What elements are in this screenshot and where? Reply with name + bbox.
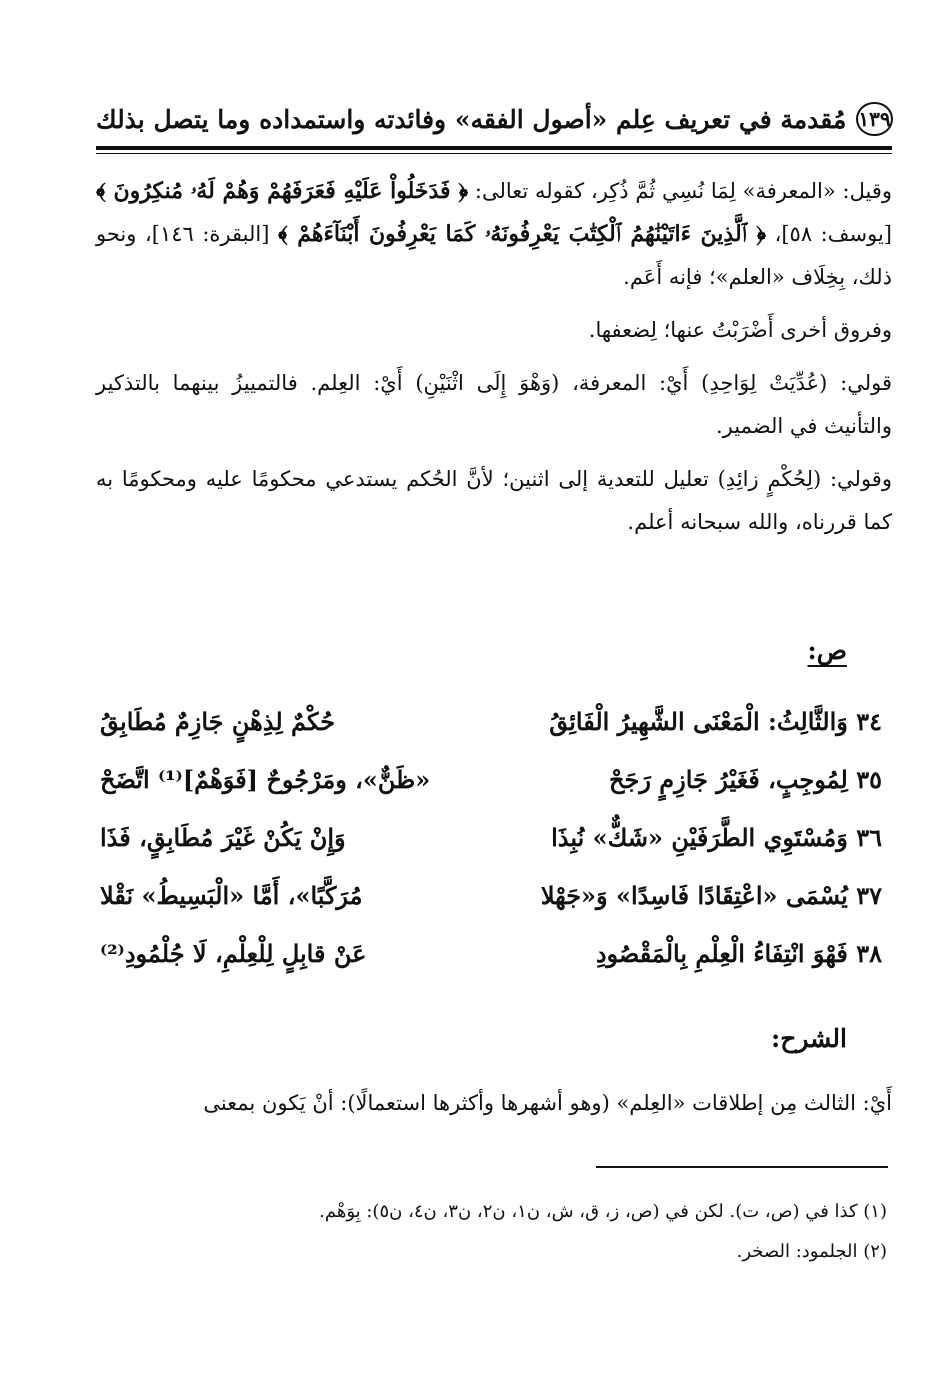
footnotes	[96, 1192, 887, 1272]
paragraph-4: وقولي: (لِحُكْمٍ زائِدِ) تعليل للتعدية إلى اثنين؛ لأنَّ الحُكم يستدعي محكومًا عليه ومحكومًا به كما قررناه، والله سبحانه أعلم.	[96, 467, 892, 534]
footnote-2: (٢) الجلمود: الصخر.	[736, 1241, 887, 1262]
verse-second-hemistich: وَإِنْ يَكُنْ غَيْرَ مُطَابِقٍ، فَذَا	[100, 822, 346, 852]
verse-first-hemistich: ٣٥ لِمُوجِبٍ، فَغَيْرُ جَازِمٍ رَجَحْ	[609, 764, 882, 794]
header-rule-thick	[96, 146, 892, 150]
body-paragraphs	[96, 170, 892, 544]
quran-reference-1: [يوسف: ٥٨]،	[766, 222, 892, 246]
running-header	[96, 96, 892, 142]
verse-37	[96, 866, 892, 924]
verse-second-hemistich: عَنْ قابِلٍ لِلْعِلْمِ، لَا جُلْمُودِ⁽²⁾	[100, 938, 367, 968]
commentary-paragraph	[96, 1082, 892, 1125]
chapter-title: مُقدمة في تعريف عِلم «أصول الفقه» وفائدته واستمداده وما يتصل بذلك	[96, 104, 847, 134]
verse-second-hemistich: «ظَنٌّ»، ومَرْجُوحٌ [فَوَهْمٌ]⁽¹⁾ اتَّضَحْ	[100, 764, 431, 794]
poem-verses	[96, 692, 892, 982]
verse-35	[96, 750, 892, 808]
quran-verse-2: ﴿ ٱلَّذِينَ ءَاتَيْنَٰهُمُ ٱلْكِتَٰبَ يَعْرِفُونَهُۥ كَمَا يَعْرِفُونَ أَبْنَآءَهُمْ ﴾	[277, 221, 766, 247]
verse-first-hemistich: ٣٤ وَالثَّالِثُ: الْمَعْنَى الشَّهِيرُ الْفَائِقُ	[549, 706, 882, 736]
commentary-text: أَيْ: الثالث مِن إطلاقات «العِلم» (وهو أشهرها وأكثرها استعمالًا): أنْ يَكون بمعنى	[203, 1091, 892, 1115]
paragraph-1-intro: وقيل: «المعرفة» لِمَا نُسِي ثُمَّ ذُكِر، كقوله تعالى:	[468, 179, 892, 203]
page-number: ١٣٩	[856, 102, 892, 136]
verse-36	[96, 808, 892, 866]
verse-first-hemistich: ٣٧ يُسْمَى «اعْتِقَادًا فَاسِدًا» وَ«جَهْلا	[540, 880, 882, 910]
commentary-label: الشرح:	[770, 1024, 847, 1053]
verse-second-hemistich: حُكْمٌ لِذِهْنٍ جَازِمٌ مُطَابِقُ	[100, 706, 336, 736]
paragraph-2: وفروق أخرى أَضْرَبْتُ عنها؛ لِضعفها.	[588, 318, 892, 342]
verse-38	[96, 924, 892, 982]
paragraph-3: قولي: (عُدِّيَتْ لِوَاحِدِ) أَيْ: المعرفة، (وَهْوَ إِلَى اثْنَيْنِ) أَيْ: العِلم. فالتمييزُ بينهما بالتذكير والتأنيث في الضمير.	[96, 371, 892, 438]
verse-first-hemistich: ٣٨ فَهْوَ انْتِفَاءُ الْعِلْمِ بِالْمَقْصُودِ	[595, 938, 882, 968]
verse-34	[96, 692, 892, 750]
header-rule-thin	[96, 153, 892, 154]
quran-reference-2: [البقرة: ١٤٦]، ونحو ذلك، بِخِلَاف «العلم»؛ فإنه أَعَم.	[96, 222, 892, 289]
footnote-separator	[596, 1166, 888, 1168]
paragraph-1	[96, 170, 892, 299]
verse-first-hemistich: ٣٦ وَمُسْتَوِي الطَّرَفَيْنِ «شَكٌّ» نُبِذَا	[551, 822, 882, 852]
verse-second-hemistich: مُرَكَّبًا»، أَمَّا «الْبَسِيطُ» نَقْلا	[100, 880, 363, 910]
footnote-1: (١) كذا في (ص، ت). لكن في (ص، ز، ق، ش، ن١، ن٢، ن٣، ن٤، ن٥): بِوَهْم.	[319, 1201, 887, 1222]
quran-verse-1: ﴿ فَدَخَلُواْ عَلَيْهِ فَعَرَفَهُمْ وَهُمْ لَهُۥ مُنكِرُونَ ﴾	[96, 178, 469, 204]
text-label: ص:	[807, 636, 847, 665]
